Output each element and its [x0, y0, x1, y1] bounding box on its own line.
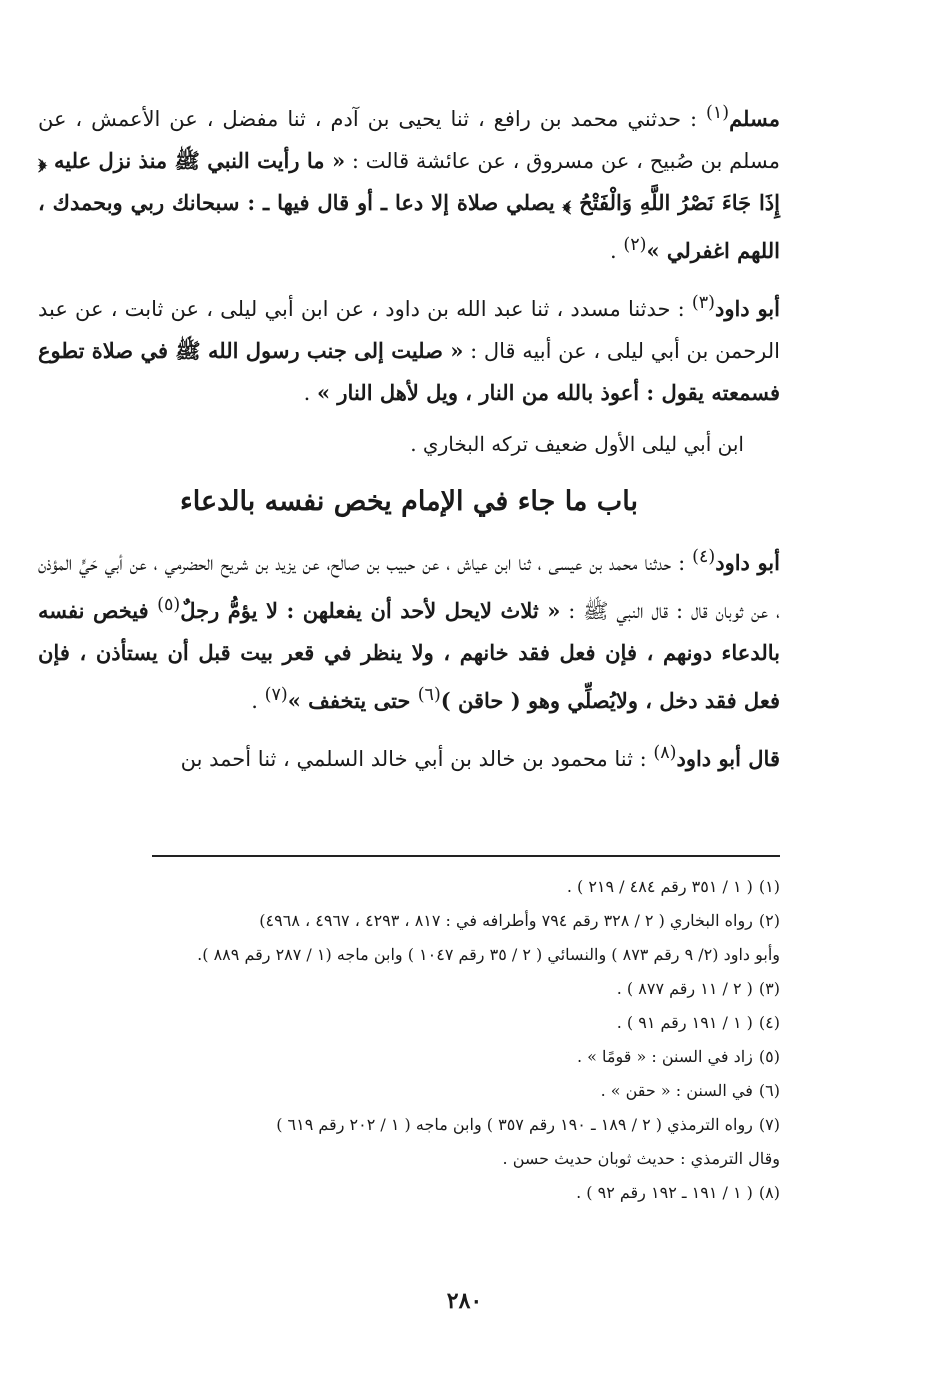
hadith-quote-end: حتى يتخفف » [287, 688, 418, 713]
footnote-3 [40, 972, 780, 1006]
footnote-4 [40, 1006, 780, 1040]
footnote-number: (٥) [758, 1047, 780, 1066]
footnote-marker: (٢) [623, 235, 647, 255]
hadith-quote: « صليت إلى جنب رسول الله ﷺ في صلاة تطوع فسمعته يقول : أعوذ بالله من النار ، ويل لأهل النار » [38, 338, 780, 405]
footnote-text: ( ١ / ٣٥١ رقم ٤٨٤ / ٢١٩ ) . [566, 877, 753, 896]
footnote-text: زاد في السنن : « قومًا » . [577, 1047, 753, 1066]
footnote-5 [40, 1040, 780, 1074]
footnote-number: (٧) [758, 1115, 780, 1134]
paragraph-end: . [251, 689, 265, 713]
commentary-line: ابن أبي ليلى الأول ضعيف تركه البخاري . [410, 432, 744, 456]
paragraph-end: . [610, 239, 624, 263]
page-number: ٢٨٠ [446, 1288, 483, 1314]
footnote-2-continued [40, 938, 780, 972]
footnote-text: وأبو داود (٢/ ٩ رقم ٨٧٣ ) والنسائي ( ٢ / ٣٥ رقم ١٠٤٧ ) وابن ماجه (١ / ٢٨٧ رقم ٨٨٩ ). [197, 945, 780, 964]
footnote-text: ( ٢ / ١١ رقم ٨٧٧ ) . [616, 979, 753, 998]
footnote-separator [152, 855, 780, 857]
footnote-text: ( ١ / ١٩١ ـ ١٩٢ رقم ٩٢ ) . [576, 1183, 753, 1202]
footnote-number: (٣) [758, 979, 780, 998]
hadith-paragraph-3 [38, 536, 780, 722]
isnad-text: : حدثنا محمد بن عيسى ، ثنا ابن عياش ، عن حبيب بن صالح، عن يزيد بن شريح الحضرمي ، عن أبي حَيٍّ المؤذن ، عن ثوبان قال : قال النبي ﷺ : [38, 551, 780, 623]
footnote-7-continued [40, 1142, 780, 1176]
hadith-paragraph-1 [38, 92, 780, 272]
footnote-marker: (٤) [692, 547, 716, 567]
footnote-number: (٦) [758, 1081, 780, 1100]
footnote-number: (٨) [758, 1183, 780, 1202]
footnote-number: (١) [758, 877, 780, 896]
hadith-quote: « ثلاث لايحل لأحد أن يفعلهن : لا يؤمُّ رجلٌ [180, 598, 561, 623]
narrator-name: أبو داود [714, 296, 780, 321]
footnote-marker: (٦) [417, 685, 441, 705]
isnad-text: : ثنا محمود بن خالد بن أبي خالد السلمي ، ثنا أحمد بن [180, 747, 654, 771]
footnote-text: رواه البخاري ( ٢ / ٣٢٨ رقم ٧٩٤ وأطرافه في : ٨١٧ ، ٤٢٩٣ ، ٤٩٦٧ ، ٤٩٦٨) [259, 911, 753, 930]
footnote-marker: (٣) [691, 293, 715, 313]
footnote-text: في السنن : « حقن » . [600, 1081, 753, 1100]
hadith-quote: « ما رأيت النبي ﷺ منذ نزل عليه ﴿ إِذَا جَاءَ نَصْرُ اللَّهِ وَالْفَتْحُ ﴾ يصلي صلاة إلا دعا ـ أو قال فيها ـ : سبحانك ربي وبحمدك ، اللهم اغفرلي » [38, 148, 780, 263]
footnotes-section [40, 870, 780, 1210]
footnote-2 [40, 904, 780, 938]
footnote-marker: (١) [706, 103, 730, 123]
footnote-text: وقال الترمذي : حديث ثوبان حديث حسن . [502, 1149, 780, 1168]
paragraph-end: . [303, 381, 317, 405]
footnote-marker: (٧) [264, 685, 288, 705]
narrator-name: أبو داود [715, 550, 780, 575]
hadith-quote-continued: فيخص نفسه بالدعاء دونهم ، فإن فعل فقد خانهم ، ولا ينظر في قعر بيت قبل أن يستأذن ، فإن فعل فقد دخل ، ولايُصلِّي وهو ( حاقن ) [38, 598, 780, 713]
footnote-number: (٢) [758, 911, 780, 930]
footnote-6 [40, 1074, 780, 1108]
footnote-text: رواه الترمذي ( ٢ / ١٨٩ ـ ١٩٠ رقم ٣٥٧ ) وابن ماجه ( ١ / ٢٠٢ رقم ٦١٩ ) [276, 1115, 753, 1134]
footnote-number: (٤) [758, 1013, 780, 1032]
footnote-8 [40, 1176, 780, 1210]
footnote-marker: (٥) [157, 595, 181, 615]
narrator-name: مسلم [729, 106, 780, 131]
isnad-text: : حدثنا مسدد ، ثنا عبد الله بن داود ، عن ابن أبي ليلى ، عن ثابت ، عن عبد الرحمن بن أبي ليلى ، عن أبيه قال : [38, 297, 780, 363]
narrator-name: قال أبو داود [676, 746, 780, 771]
main-text [38, 92, 780, 790]
hadith-paragraph-2 [38, 282, 780, 414]
footnote-text: ( ١ / ١٩١ رقم ٩١ ) . [616, 1013, 753, 1032]
chapter-heading: باب ما جاء في الإمام يخص نفسه بالدعاء [180, 486, 638, 517]
hadith-paragraph-4 [38, 732, 780, 780]
isnad-text: : حدثني محمد بن رافع ، ثنا يحيى بن آدم ، ثنا مفضل ، عن الأعمش ، عن مسلم بن صُبيح ، عن مسروق ، عن عائشة قالت : [38, 107, 780, 173]
footnote-marker: (٨) [653, 743, 677, 763]
footnote-1 [40, 870, 780, 904]
footnote-7 [40, 1108, 780, 1142]
